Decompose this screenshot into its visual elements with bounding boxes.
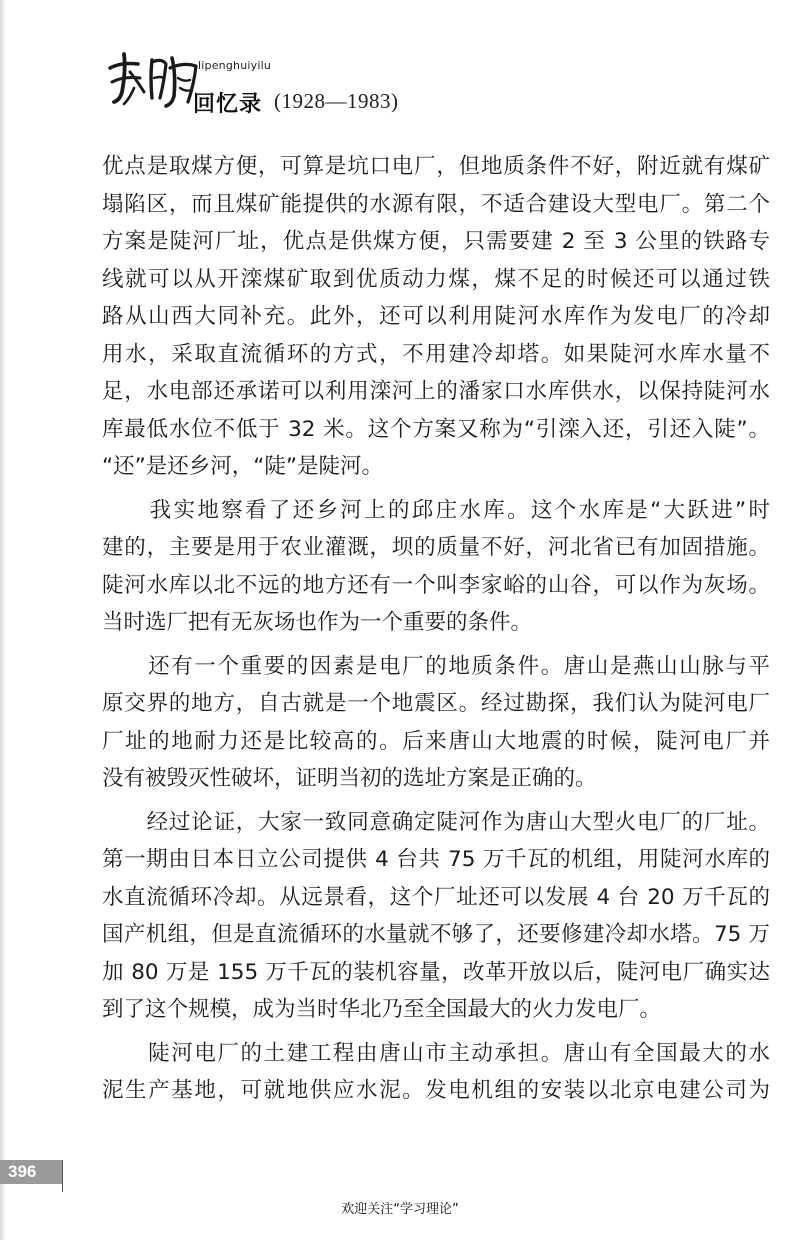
- text-line: 加 80 万是 155 万千瓦的装机容量，改革开放以后，陡河电厂确实达: [102, 959, 770, 985]
- text-line: 优点是取煤方便，可算是坑口电厂，但地质条件不好，附近就有煤矿: [102, 154, 770, 179]
- text-line: 没有被毁灭性破坏，证明当初的选址方案是正确的。: [102, 766, 597, 791]
- year-range: (1928—1983): [274, 89, 399, 113]
- text-line: 经过论证，大家一致同意确定陡河作为唐山大型火电厂的厂址。: [102, 809, 770, 835]
- text-line: 足，水电部还承诺可以利用滦河上的潘家口水库供水，以保持陡河水: [102, 379, 770, 404]
- body-text: [102, 148, 770, 1110]
- text-line: 厂址的地耐力还是比较高的。后来唐山大地震的时候，陡河电厂并: [102, 728, 770, 754]
- page-number: 396: [8, 1162, 37, 1181]
- text-line: 水直流循环冷却。从远景看，这个厂址还可以发展 4 台 20 万千瓦的: [102, 884, 770, 910]
- text-line: 国产机组，但是直流循环的水量就不够了，还要修建冷却水塔。75 万: [102, 922, 770, 947]
- page-edge-shadow: [0, 0, 6, 1240]
- text-line: 陡河水库以北不远的地方还有一个叫李家峪的山谷，可以作为灰场。: [102, 572, 770, 598]
- text-line: 泥生产基地，可就地供应水泥。发电机组的安装以北京电建公司为: [102, 1078, 770, 1103]
- page-number-rule: [62, 1160, 63, 1192]
- header-pinyin: lipenghuiyilu: [198, 59, 272, 72]
- text-line: “还”是还乡河，“陡”是陡河。: [102, 454, 384, 479]
- text-line: 还有一个重要的因素是电厂的地质条件。唐山是燕山山脉与平: [102, 653, 770, 679]
- footer-note: 欢迎关注“学习理论”: [341, 1202, 459, 1217]
- text-line: 用水，采取直流循环的方式，不用建冷却塔。如果陡河水库水量不: [102, 341, 770, 367]
- text-line: 我实地察看了还乡河上的邱庄水库。这个水库是“大跃进”时: [102, 497, 770, 523]
- paragraph: [102, 1035, 770, 1110]
- paragraph: [102, 804, 770, 1029]
- text-line: 陡河电厂的土建工程由唐山市主动承担。唐山有全国最大的水: [102, 1040, 770, 1066]
- book-header: [100, 40, 500, 120]
- memoir-title: 回忆录: [193, 92, 263, 117]
- text-line: 原交界的地方，自古就是一个地震区。经过勘探，我们认为陡河电厂: [102, 691, 770, 716]
- text-line: 路从山西大同补充。此外，还可以利用陡河水库作为发电厂的冷却: [102, 304, 770, 329]
- author-signature-logo: [104, 48, 200, 108]
- text-line: 方案是陡河厂址，优点是供煤方便，只需要建 2 至 3 公里的铁路专: [102, 229, 770, 254]
- text-line: 到了这个规模，成为当时华北乃至全国最大的火力发电厂。: [102, 997, 662, 1022]
- paragraph: [102, 648, 770, 798]
- text-line: 库最低水位不低于 32 米。这个方案又称为“引滦入还，引还入陡”。: [102, 416, 770, 442]
- text-line: 第一期由日本日立公司提供 4 台共 75 万千瓦的机组，用陡河水库的: [102, 847, 770, 872]
- paragraph: [102, 492, 770, 642]
- text-line: 线就可以从开滦煤矿取到优质动力煤，煤不足的时候还可以通过铁: [102, 266, 770, 292]
- text-line: 塌陷区，而且煤矿能提供的水源有限，不适合建设大型电厂。第二个: [102, 191, 770, 217]
- paragraph: [102, 148, 770, 486]
- page-number-badge: [0, 1160, 62, 1184]
- text-line: 建的，主要是用于农业灌溉，坝的质量不好，河北省已有加固措施。: [102, 535, 770, 560]
- text-line: 当时选厂把有无灰场也作为一个重要的条件。: [102, 610, 533, 635]
